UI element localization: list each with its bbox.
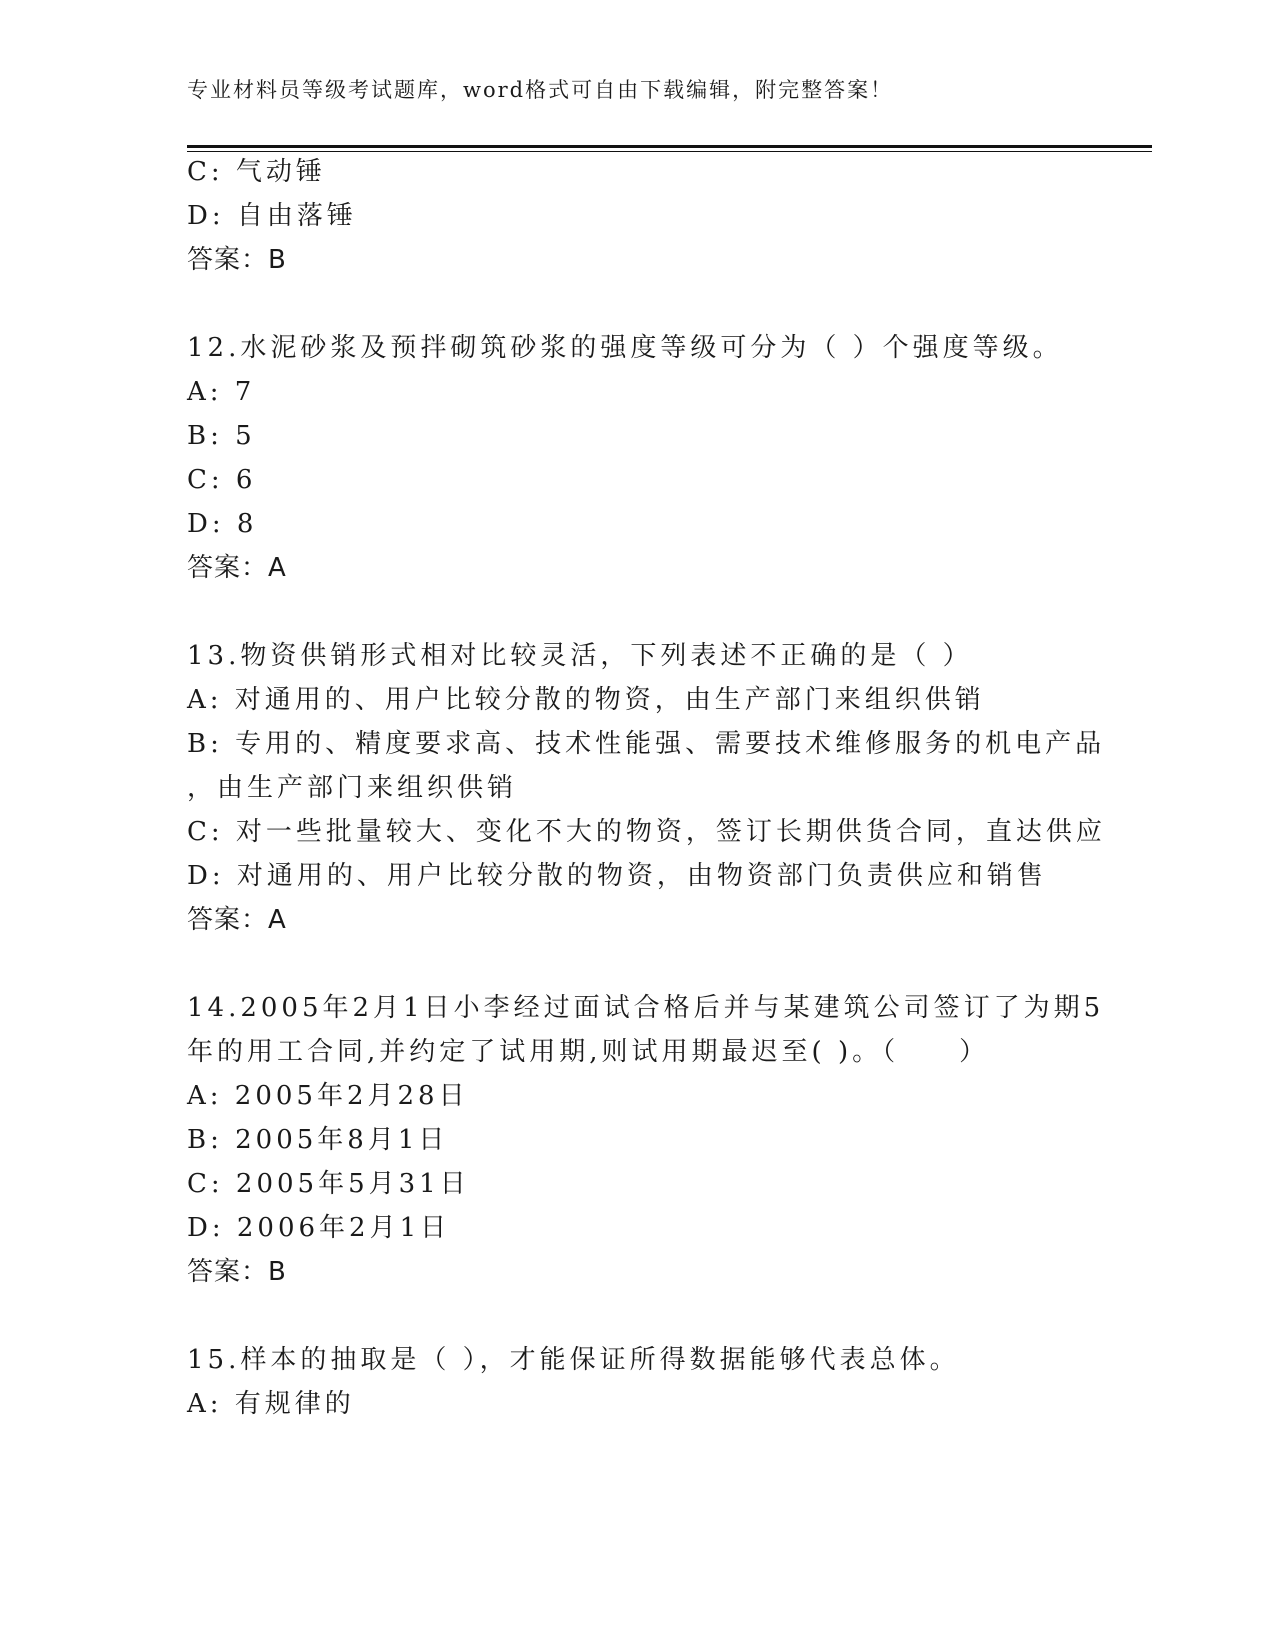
option-d: D: 自由落锤 xyxy=(187,201,357,231)
answer-line: 答案：B xyxy=(187,1257,287,1287)
page-header: 专业材料员等级考试题库，word格式可自由下载编辑，附完整答案！ xyxy=(187,78,894,102)
option-d: D: 对通用的、用户比较分散的物资，由物资部门负责供应和销售 xyxy=(187,861,1047,891)
option-c: C: 2005年5月31日 xyxy=(187,1169,470,1199)
option-a: A: 2005年2月28日 xyxy=(187,1081,469,1111)
header-rule-thick xyxy=(187,145,1152,148)
option-b: B: 专用的、精度要求高、技术性能强、需要技术维修服务的机电产品 xyxy=(187,729,1106,759)
option-d: D: 8 xyxy=(187,509,258,539)
header-rule-thin xyxy=(187,151,1152,152)
answer-line: 答案：A xyxy=(187,905,287,935)
option-b: B: 5 xyxy=(187,421,256,451)
option-c: C: 6 xyxy=(187,465,257,495)
option-c: C: 对一些批量较大、变化不大的物资，签订长期供货合同，直达供应 xyxy=(187,817,1106,847)
answer-line: 答案：B xyxy=(187,245,287,275)
question-12: 12.水泥砂浆及预拌砌筑砂浆的强度等级可分为（ ）个强度等级。 xyxy=(187,333,1063,363)
option-b-continued: ，由生产部门来组织供销 xyxy=(187,773,518,803)
option-a: A: 有规律的 xyxy=(187,1389,355,1419)
question-14-continued: 年的用工合同,并约定了试用期,则试用期最迟至( )。（ ） xyxy=(187,1037,990,1067)
option-a: A: 对通用的、用户比较分散的物资，由生产部门来组织供销 xyxy=(187,685,985,715)
answer-line: 答案：A xyxy=(187,553,287,583)
question-13: 13.物资供销形式相对比较灵活，下列表述不正确的是（ ） xyxy=(187,641,973,671)
question-14: 14.2005年2月1日小李经过面试合格后并与某建筑公司签订了为期5 xyxy=(187,993,1105,1023)
option-c: C: 气动锤 xyxy=(187,157,326,187)
option-b: B: 2005年8月1日 xyxy=(187,1125,449,1155)
question-15: 15.样本的抽取是（ ），才能保证所得数据能够代表总体。 xyxy=(187,1345,960,1375)
option-a: A: 7 xyxy=(187,377,256,407)
option-d: D: 2006年2月1日 xyxy=(187,1213,451,1243)
